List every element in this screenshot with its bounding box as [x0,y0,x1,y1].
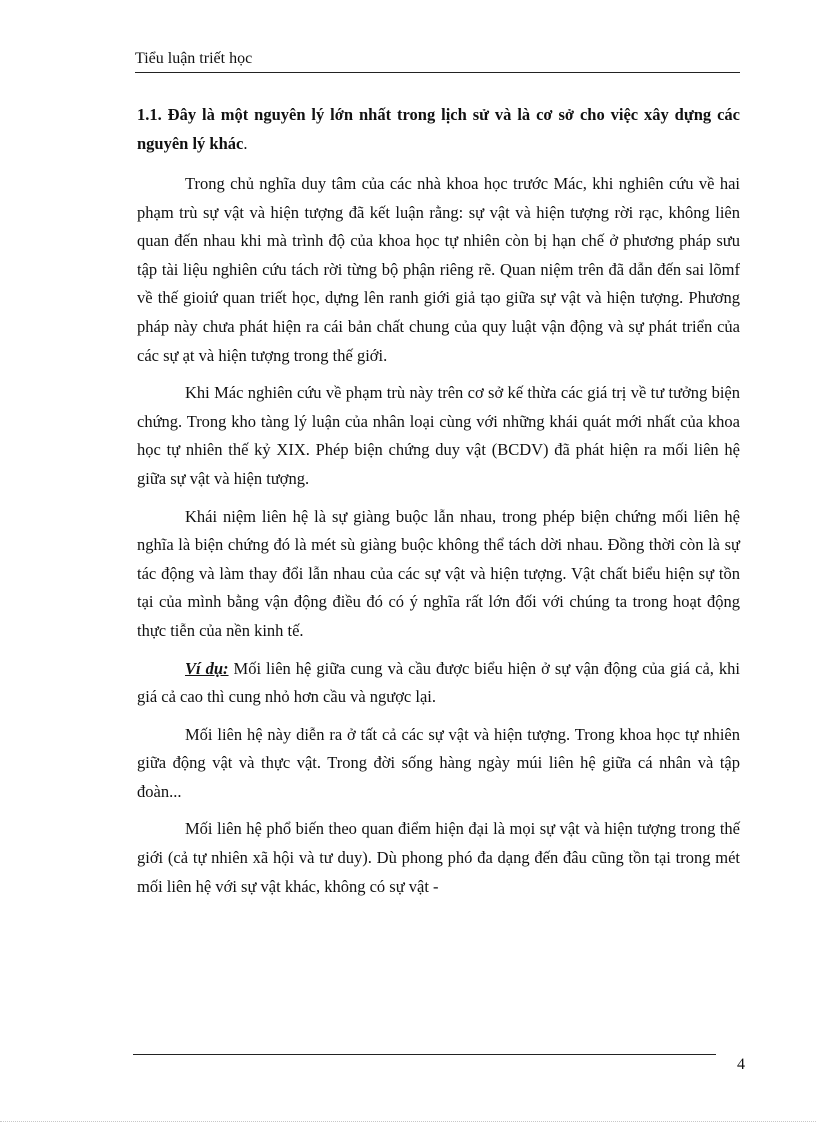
document-body [137,100,740,910]
paragraph-5: Mối liên hệ này diễn ra ở tất cả các sự vật và hiện tượng. Trong khoa học tự nhiên giữa động vật và thực vật. Trong đời sống hàng ngày múi liên hệ giữa cá nhân và tập đoàn... [137,724,740,801]
paragraph-4 [137,655,740,712]
paragraph-2: Khi Mác nghiên cứu về phạm trù này trên cơ sở kế thừa các giá trị về tư tưởng biện chứng. Trong kho tàng lý luận của nhân loại cùng với những khái quát mới nhất của khoa học tự nhiên thế kỷ XIX. Phép biện chứng duy vật (BCDV) đã phát hiện ra mối liên hệ giữa sự vật và hiện tượng. [137,383,740,488]
page-bottom-border [0,1121,816,1122]
section-heading [137,100,740,158]
paragraph-1: Trong chủ nghĩa duy tâm của các nhà khoa học trước Mác, khi nghiên cứu về hai phạm trù sự vật và hiện tượng đã kết luận rằng: sự vật và hiện tượng rời rạc, không liên quan đến nhau khi mà trình độ của khoa học tự nhiên còn bị hạn chế ở phương pháp sưu tập tài liệu nghiên cứu tách rời từng bộ phận riêng rẽ. Quan niệm trên đã dẫn đến sai lõmf về thế gioiứ quan triết học, dựng lên ranh giới giả tạo giữa sự vật và hiện tượng. Phương pháp này chưa phát hiện ra cái bản chất chung của quy luật vận động và sự phát triển của các sự ạt và hiện tượng trong thế giới. [137,174,740,365]
header-title: Tiểu luận triết học [135,50,253,67]
example-label: Ví dụ: [185,658,229,678]
footer-rule [133,1054,716,1055]
section-heading-end: . [243,134,248,153]
page-number: 4 [737,1056,745,1073]
section-heading-text: 1.1. Đây là một nguyên lý lớn nhất trong lịch sử và là cơ sở cho việc xây dựng các nguyên lý khác [137,105,740,153]
paragraph-6: Mối liên hệ phổ biến theo quan điểm hiện đại là mọi sự vật và hiện tượng trong thế giới (cả tự nhiên xã hội và tư duy). Dù phong phó đa dạng đến đâu cũng tồn tại trong mét mối liên hệ với sự vật khác, không có sự vật - [137,819,740,896]
page-header [135,50,740,73]
example-text: Mối liên hệ giữa cung và cầu được biểu hiện ở sự vận động của giá cả, khi giá cả cao thì cung nhỏ hơn cầu và ngược lại. [137,658,740,707]
paragraph-3: Khái niệm liên hệ là sự giàng buộc lẫn nhau, trong phép biện chứng mối liên hệ nghĩa là biện chứng đó là mét sù giàng buộc không thể tách dời nhau. Đồng thời còn là sự tác động và làm thay đổi lẫn nhau của các sự vật và hiện tượng. Vật chất biểu hiện sự tồn tại của mình bằng vận động điều đó có ý nghĩa rất lớn đối với chúng ta trong hoạt động thực tiễn của nền kinh tế. [137,506,740,640]
